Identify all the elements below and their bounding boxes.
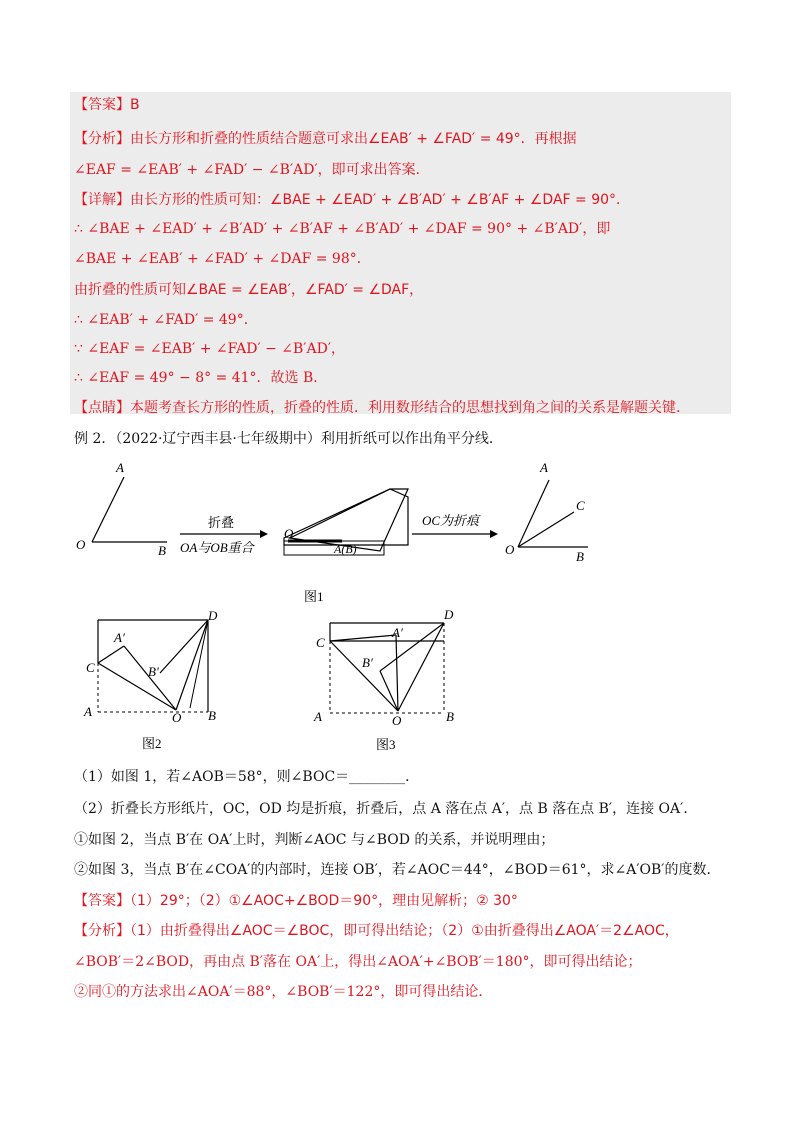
fig3-label-b: B (446, 709, 454, 724)
fig1-label-o: O (76, 537, 86, 552)
ex2-analysis-1: 【分析】（1）由折叠得出∠AOC＝∠BOC，即可得出结论；（2）①由折叠得出∠AOA′＝2∠AOC， (74, 923, 679, 939)
ex1-analysis-1: 【分析】由长方形和折叠的性质结合题意可求出∠EAB′ + ∠FAD′ = 49°．再根据 (74, 131, 577, 147)
figure-1 (72, 455, 612, 619)
fig1-label-ab: A(B) (334, 542, 357, 556)
fig3-label-c: C (316, 635, 325, 650)
fig2-label-c: C (86, 660, 95, 675)
fig1-label-o3: O (505, 542, 515, 557)
ex1-detail-5: ∴ ∠EAB′ + ∠FAD′ = 49°． (74, 312, 258, 328)
ex2-analysis-3: ②同①的方法求出∠AOA′＝88°，∠BOB′＝122°，即可得出结论． (74, 984, 493, 1000)
fig3-label-a1: A′ (392, 625, 403, 640)
figure-2 (78, 608, 238, 757)
fig1-label-b2: B (576, 549, 584, 564)
ex1-comment: 【点睛】本题考查长方形的性质，折叠的性质．利用数形结合的思想找到角之间的关系是解题关键． (74, 400, 690, 416)
fig1-fold-label: 折叠 (208, 515, 235, 530)
fig2-label-d: D (208, 608, 218, 623)
ex1-detail-6: ∵ ∠EAF = ∠EAB′ + ∠FAD′ − ∠B′AD′， (74, 341, 346, 357)
fig3-label-b1: B′ (362, 655, 373, 670)
ex2-q2: （2）折叠长方形纸片，OC，OD 均是折痕，折叠后，点 A 落在点 A′，点 B 落在点 B′，连接 OA′． (74, 801, 698, 817)
fig1-label-a2: A (540, 460, 548, 475)
ex1-detail-4: 由折叠的性质可知∠BAE = ∠EAB′，∠FAD′ = ∠DAF， (74, 282, 424, 298)
fig1-caption: 图1 (304, 589, 324, 604)
ex1-detail-3: ∠BAE + ∠EAB′ + ∠FAD′ + ∠DAF = 98°． (74, 251, 371, 267)
ex2-q1: （1）如图 1，若∠AOB＝58°，则∠BOC＝________． (74, 769, 420, 785)
fig3-label-a: A (314, 709, 322, 724)
fig2-label-a: A (84, 704, 92, 719)
ex2-analysis-2: ∠BOB′＝2∠BOD，再由点 B′落在 OA′上，得出∠AOA′+∠BOB′＝180°，即可得出结论； (74, 954, 642, 970)
figure-3 (310, 605, 470, 757)
fig2-label-b1: B′ (148, 664, 159, 679)
fig1-crease-label: OC为折痕 (422, 513, 480, 528)
ex2-q2-1: ①如图 2，当点 B′在 OA′上时，判断∠AOC 与∠BOD 的关系，并说明理由； (74, 832, 555, 848)
fig1-label-a: A (116, 460, 124, 475)
fig2-caption: 图2 (142, 736, 162, 751)
fig1-label-o2: O (284, 526, 294, 541)
fig1-fold-cond: OA与OB重合 (180, 540, 254, 555)
ex2-q2-2: ②如图 3，当点 B′在∠COA′的内部时，连接 OB′，若∠AOC＝44°，∠BOD＝61°，求∠A′OB′的度数． (74, 862, 721, 878)
fig1-label-b: B (158, 543, 166, 558)
fig1-label-c: C (576, 498, 585, 513)
fig2-label-b: B (208, 708, 216, 723)
fig3-label-o: O (392, 713, 402, 728)
ex1-detail-1: 【详解】由长方形的性质可知：∠BAE + ∠EAD′ + ∠B′AD′ + ∠B′AF + ∠DAF = 90°． (74, 192, 631, 208)
ex1-analysis-2: ∠EAF = ∠EAB′ + ∠FAD′ − ∠B′AD′，即可求出答案． (74, 162, 430, 178)
fig3-label-d: D (444, 607, 454, 622)
ex1-answer: 【答案】B (74, 97, 140, 113)
ex1-detail-2: ∴ ∠BAE + ∠EAD′ + ∠B′AD′ + ∠B′AF + ∠B′AD′ + ∠DAF = 90° + ∠B′AD′，即 (74, 221, 611, 237)
ex1-detail-7: ∴ ∠EAF = 49° − 8° = 41°．故选 B． (74, 370, 328, 386)
ex2-answer: 【答案】（1）29°；（2）①∠AOC+∠BOD＝90°，理由见解析；② 30° (74, 893, 518, 909)
fig2-label-o: O (172, 710, 182, 725)
fig2-label-a1: A′ (114, 630, 125, 645)
ex2-title: 例 2．（2022·辽宁西丰县·七年级期中）利用折纸可以作出角平分线． (74, 431, 503, 447)
fig3-caption: 图3 (376, 737, 396, 752)
